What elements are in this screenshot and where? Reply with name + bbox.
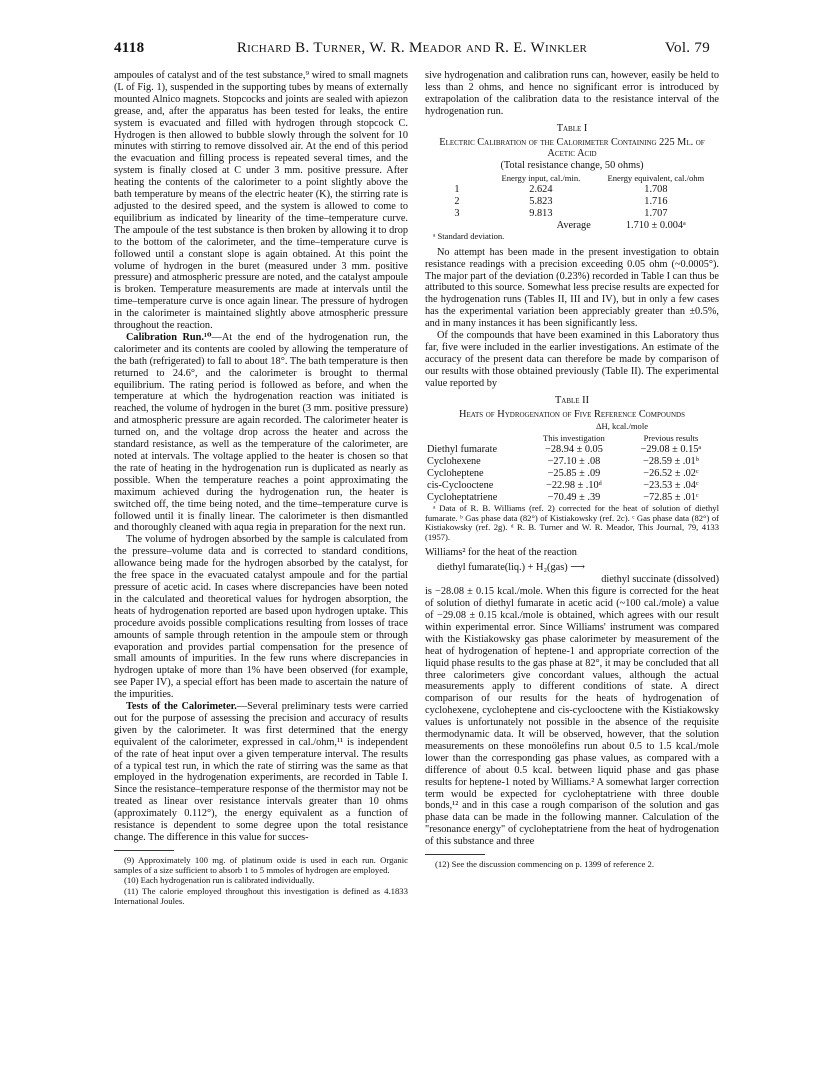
table-row: Cyclohexene −27.10 ± .08 −28.59 ± .01ᵇ — [427, 456, 699, 468]
column-header: Energy input, cal./min. — [501, 173, 581, 184]
footnote: (11) The calorie employed throughout this investigation is defined as 4.1833 International Joules. — [114, 885, 408, 906]
running-header — [114, 40, 710, 58]
page-number: 4118 — [114, 40, 145, 56]
footnote: (10) Each hydrogenation run is calibrated individually. — [124, 875, 315, 886]
paragraph: Williams² for the heat of the reaction — [425, 547, 577, 559]
paragraph: Tests of the Calorimeter.—Several preliminary tests were carried out for the purpose of assessing the precision and accuracy of results given by the calorimeter. It was first determined that the energy equivalent of the calorimeter, expressed in cal./ohm,¹¹ is independent of the rate of heat input over a given temperature interval. The results of a typical test run, in which the rate of stirring was the same as that employed in the hydrogenation experiments, are recorded in Table I. Since the resistance–temperature response of the thermistor may not be treated as linear over resistance intervals greater than 10 ohms (approximately 0.112°), the energy equivalent as a function of resistance is dependent to some degree upon the total resistance change. The difference in this value for succes- — [114, 701, 408, 843]
table-subtitle: (Total resistance change, 50 ohms) — [500, 160, 644, 172]
table-row: Cycloheptene −25.85 ± .09 −26.52 ± .02ᶜ — [427, 468, 699, 480]
table-grid — [425, 172, 719, 232]
table-1 — [425, 123, 719, 242]
footnotes — [425, 859, 719, 869]
table-title: Electric Calibration of the Calorimeter Containing 225 Ml. of Acetic Acid — [439, 136, 705, 160]
table-title: Heats of Hydrogenation of Five Reference Compounds — [459, 408, 685, 420]
section-heading: Calibration Run.¹⁰ — [126, 331, 212, 343]
section-heading: Tests of the Calorimeter. — [126, 701, 237, 713]
paragraph: is −28.08 ± 0.15 kcal./mole. When this figure is corrected for the heat of solution of diethyl fumarate in acetic acid (~100 cal./mole) a value of −29.08 ± 0.15 kcal./mole is obtained, which agrees with our result within experimental error. Since Williams' instrument was compared with the Kistiakowsky gas phase calorimeter by measurement of the heat of hydrogenation of heptene-1 and appropriate correction of the liquid phase results to the gas phase at 82°, it may be concluded that all three calorimeters give concordant values, although the actual measurements apply to different conditions of state. A direct comparison of our results for the heats of hydrogenation of cyclohexene, cycloheptene and cis-cyclooctene with the Kistiakowsky values is unfortunately not possible in the absence of the requisite thermodynamic data. It will be observed, however, that the solution measurements on these monoölefins run about 0.5 to 1.5 kcal./mole lower than the corresponding gas phase values, as compared with a difference of about 0.5 kcal. between liquid phase and gas phase results for heptene-1 noted by Williams.² A somewhat larger correction term would be expected for cycloheptatriene with three double bonds,¹² and in this case a rough comparison of the solution and gas phase data can be made in the following manner. Calculation of the "resonance energy" of cycloheptatriene from the heat of hydrogenation of this substance and three — [425, 586, 719, 848]
table-row: Cycloheptatriene −70.49 ± .39 −72.85 ± .01ᶜ — [427, 492, 699, 504]
footnote: (12) See the discussion commencing on p. 1399 of reference 2. — [435, 859, 655, 870]
paragraph: Calibration Run.¹⁰—At the end of the hydrogenation run, the calorimeter and its contents are cooled by allowing the temperature of the bath (refrigerated) to fall to about 18°. The bath temperature is then returned to 24.6°, and the calorimeter is brought to thermal equilibrium. The rating period is followed as before, and when the temperature at which the hydrogenation reaction was initiated is reached, the volume of hydrogen in the buret (3 mm. positive pressure) and atmospheric pressure are again recorded. The calorimeter heater is turned on, and the voltage drop across the heater and across the standard resistance, as well as the temperature of the calorimeter, are noted at intervals. The voltage applied to the heater is chosen so that the rate of heating in the hydrogenation run is duplicated as nearly as possible. When the temperature reaches a point approximating the maximum achieved during the hydrogenation run, the heater is switched off, the time being noted, and the time–temperature curve is followed until it is finally linear. The calorimeter is then dismantled and thoroughly cleaned with aqua regia in preparation for the next run. — [114, 331, 408, 534]
column-header: This investigation — [543, 433, 605, 444]
paragraph: No attempt has been made in the present investigation to obtain resistance readings with a precision exceeding 0.05 ohm (~0.0005°). The major part of the deviation (0.23%) recorded in Table I can thus be attributed to this source. Somewhat less precise results are expected for the hydrogenation runs (Tables II, III and IV), but in only a few cases has the experimental variation been appreciably greater than ±0.5%, and in many instances it has been significantly less. — [425, 246, 719, 330]
footnote-divider — [425, 854, 485, 855]
unit-header: ΔH, kcal./mole — [595, 421, 649, 432]
paragraph: Of the compounds that have been examined in this Laboratory thus far, five were included in the earlier investigations. An estimate of the accuracy of the present data can therefore be made by comparison of our results with those obtained previously (Table II). The experimental value reported by — [425, 330, 719, 389]
right-column — [425, 70, 719, 869]
table-row: cis-Cyclooctene −22.98 ± .10ᵈ −23.53 ± .04ᶜ — [427, 480, 699, 492]
table-row: 1 2.624 1.708 — [454, 184, 668, 196]
paragraph: ampoules of catalyst and of the test substance,⁹ wired to small magnets (L of Fig. 1), suspended in the supporting tubes by means of externally mounted Alnico magnets. Stopcocks and joints are sealed with apiezon grease, and, after the apparatus has been tested for leaks, the entire system is evacuated and filled with hydrogen through stopcock C. Hydrogen is then allowed to bubble slowly through the solvent for 10 minutes with stirring to remove dissolved air. At the end of this period the evacuation and filling process is repeated several times, and the system is finally closed at C under 3 mm. positive pressure. After heating the contents of the calorimeter to a point slightly above the bath temperature by means of the electric heater (K), the stirring rate is adjusted to the desired speed, and the system is allowed to come to equilibrium as indicated by linearity of the time–temperature curve. The ampoule of the test substance is then broken by allowing it to drop to the bottom of the calorimeter, and the time–temperature curve is followed until a constant slope is again obtained. At this point the volume of hydrogen in the buret (measured under 3 mm. positive pressure) and atmospheric pressure are noted, and the catalyst ampoule is broken. Temperature measurements are made at intervals until the time–temperature curve is once again linear. The pressure of hydrogen in the calorimeter is maintained slightly above atmospheric pressure throughout the reaction. — [114, 70, 408, 332]
equation-line: diethyl succinate (dissolved) — [601, 574, 719, 586]
paragraph: sive hydrogenation and calibration runs can, however, easily be held to less than 2 ohms, and hence no significant error is introduced by extrapolation of the calibration data to the resistance interval of the hydrogenation run. — [425, 70, 719, 117]
table-grid — [425, 420, 719, 504]
table-row: Diethyl fumarate −28.94 ± 0.05 −29.08 ± 0.15ᵃ — [427, 444, 702, 456]
table-footnote: ᵃ Standard deviation. — [433, 231, 505, 242]
average-value: 1.710 ± 0.004ᵃ — [625, 220, 686, 232]
left-column — [114, 70, 408, 906]
footnote: (9) Approximately 100 mg. of platinum oxide is used in each run. Organic samples of a size sufficient to absorb 1 to 5 mmoles of hydrogen are employed. — [114, 854, 408, 876]
footnote-divider — [114, 850, 174, 851]
column-header: Energy equivalent, cal./ohm — [607, 173, 705, 184]
table-label: Table II — [555, 394, 589, 406]
table-footnote: ᵃ Data of R. B. Williams (ref. 2) corrected for the heat of solution of diethyl fumarate. ᵇ Gas phase data (82°) of Kistiakowsky (ref. 2c). ᶜ Gas phase data (82°) of Kistiakowsky (ref. 2g). ᵈ R. B. Turner and W. R. Meador, This Journal, 79, 4133 (1957). — [425, 503, 719, 542]
running-authors: Richard B. Turner, W. R. Meador and R. E. Winkler — [236, 40, 588, 56]
equation-line: diethyl fumarate(liq.) + H₂(gas) ⟶ — [437, 562, 585, 574]
average-label: Average — [556, 220, 591, 232]
volume-label: Vol. 79 — [664, 40, 710, 56]
table-label: Table I — [556, 122, 588, 134]
table-row: 2 5.823 1.716 — [454, 196, 668, 208]
table-row: 3 9.813 1.707 — [454, 208, 668, 220]
paragraph: The volume of hydrogen absorbed by the sample is calculated from the pressure–volume data and is corrected to standard conditions, allowance being made for the hydrogen absorbed by the catalyst, for the free space in the evacuated catalyst ampoule and for the partial pressure of acetic acid. In cases where discrepancies have been noted in the calculated and theoretical values for hydrogen absorption, the heats of hydrogenation reported are based upon hydrogen uptake. This procedure avoids possible complications resulting from losses of trace amounts of sample through retention in the ampoule stem or through evaporation and provides partial compensation for the presence of small amounts of impurities. In the few runs where discrepancies in hydrogen uptake of more than 1% have been observed (for example, see Paper IV), a special effort has been made to ascertain the nature of the impurities. — [114, 534, 408, 701]
footnotes — [114, 855, 408, 906]
table-2 — [425, 395, 719, 543]
column-header: Previous results — [643, 433, 699, 444]
